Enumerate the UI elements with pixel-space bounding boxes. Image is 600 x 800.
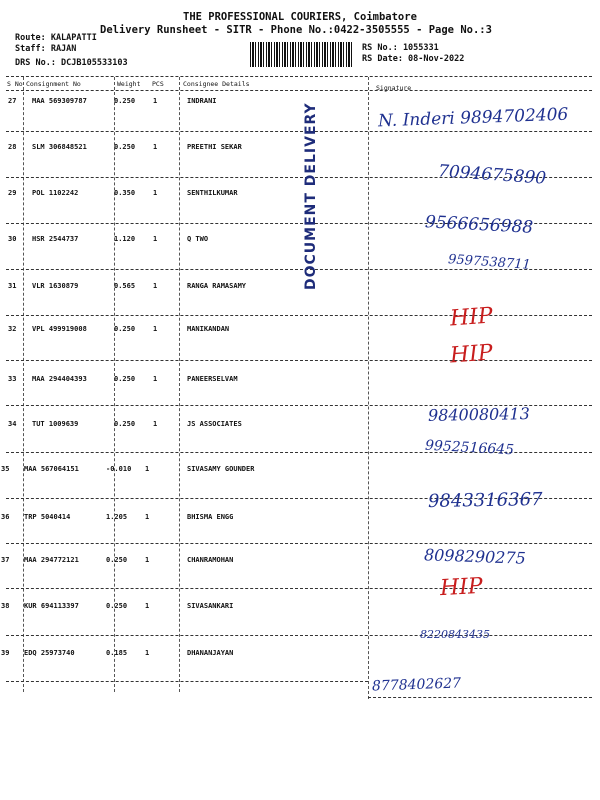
row-30-consignee: Q TWO bbox=[187, 235, 209, 243]
drs-number: DRS No.: DCJB105533103 bbox=[15, 58, 128, 68]
row-32-cno: VPL 499919008 bbox=[32, 325, 87, 333]
signature-row-39: 8778402627 bbox=[371, 675, 462, 695]
signature-row-33: 9840080413 bbox=[427, 404, 530, 425]
col-divider bbox=[114, 77, 115, 692]
col-header-signature: Signature bbox=[376, 84, 412, 92]
row-33-sno: 33 bbox=[8, 375, 17, 383]
row-37-pcs: 1 bbox=[145, 556, 150, 564]
row-39-sno: 39 bbox=[1, 649, 10, 657]
signature-row-27: N. Inderi 9894702406 bbox=[377, 104, 569, 132]
row-30-sno: 30 bbox=[8, 235, 17, 243]
row-divider bbox=[6, 315, 592, 316]
route-label: Route: KALAPATTI bbox=[15, 33, 97, 43]
row-29-consignee: SENTHILKUMAR bbox=[187, 189, 238, 197]
signature-row-36: 8098290275 bbox=[423, 545, 527, 568]
signature-row-31: HIP bbox=[449, 303, 494, 332]
row-34-sno: 34 bbox=[8, 420, 17, 428]
row-29-weight: 0.350 bbox=[114, 189, 136, 197]
runsheet-title: THE PROFESSIONAL COURIERS, Coimbatore bbox=[183, 11, 417, 23]
row-38-sno: 38 bbox=[1, 602, 10, 610]
col-header-pcs: PCS bbox=[152, 80, 164, 88]
row-33-consignee: PANEERSELVAM bbox=[187, 375, 238, 383]
row-30-cno: HSR 2544737 bbox=[32, 235, 79, 243]
row-33-cno: MAA 294404393 bbox=[32, 375, 87, 383]
row-divider bbox=[6, 635, 592, 636]
signature-row-29: 9566656988 bbox=[424, 212, 534, 238]
row-divider bbox=[368, 697, 592, 698]
col-divider bbox=[368, 77, 369, 699]
rs-number: RS No.: 1055331 bbox=[362, 43, 439, 53]
row-35-consignee: SIVASAMY GOUNDER bbox=[187, 465, 255, 473]
row-divider bbox=[6, 543, 592, 544]
row-36-pcs: 1 bbox=[145, 513, 150, 521]
row-28-weight: 0.250 bbox=[114, 143, 136, 151]
row-39-weight: 0.185 bbox=[106, 649, 128, 657]
row-31-consignee: RANGA RAMASAMY bbox=[187, 282, 247, 290]
row-32-sno: 32 bbox=[8, 325, 17, 333]
row-37-consignee: CHANRAMOHAN bbox=[187, 556, 234, 564]
row-35-sno: 35 bbox=[1, 465, 10, 473]
header-divider-bottom bbox=[6, 90, 592, 91]
row-29-cno: POL 1102242 bbox=[32, 189, 79, 197]
row-33-weight: 0.250 bbox=[114, 375, 136, 383]
row-29-sno: 29 bbox=[8, 189, 17, 197]
row-32-pcs: 1 bbox=[153, 325, 158, 333]
row-38-consignee: SIVASANKARI bbox=[187, 602, 234, 610]
row-32-weight: 0.250 bbox=[114, 325, 136, 333]
signature-row-38: 8220843435 bbox=[420, 628, 490, 641]
row-34-cno: TUT 1009639 bbox=[32, 420, 79, 428]
row-38-weight: 0.250 bbox=[106, 602, 128, 610]
row-divider bbox=[6, 588, 592, 589]
row-38-cno: KUR 694113397 bbox=[24, 602, 79, 610]
header-divider-top bbox=[6, 76, 592, 77]
signature-row-34: 9952516645 bbox=[424, 437, 515, 459]
row-38-pcs: 1 bbox=[145, 602, 150, 610]
row-35-cno: MAA 567064151 bbox=[24, 465, 79, 473]
col-header-consignment: Consignment No bbox=[26, 80, 81, 88]
runsheet-subtitle: Delivery Runsheet - SITR - Phone No.:0422-3505555 - Page No.:3 bbox=[100, 24, 492, 36]
col-divider bbox=[23, 77, 24, 692]
row-39-cno: EDQ 25973740 bbox=[24, 649, 75, 657]
row-34-pcs: 1 bbox=[153, 420, 158, 428]
col-header-weight: Weight bbox=[117, 80, 141, 88]
row-35-pcs: 1 bbox=[145, 465, 150, 473]
row-28-consignee: PREETHI SEKAR bbox=[187, 143, 242, 151]
row-28-cno: SLM 306848521 bbox=[32, 143, 87, 151]
row-31-cno: VLR 1630879 bbox=[32, 282, 79, 290]
row-27-cno: MAA 569309787 bbox=[32, 97, 87, 105]
col-header-consignee: Consignee Details bbox=[183, 80, 250, 88]
row-37-cno: MAA 294772121 bbox=[24, 556, 79, 564]
signature-row-37: HIP bbox=[439, 573, 484, 602]
row-30-weight: 1.120 bbox=[114, 235, 136, 243]
row-27-pcs: 1 bbox=[153, 97, 158, 105]
row-27-sno: 27 bbox=[8, 97, 17, 105]
row-36-cno: TRP 5040414 bbox=[24, 513, 71, 521]
row-27-consignee: INDRANI bbox=[187, 97, 217, 105]
row-28-sno: 28 bbox=[8, 143, 17, 151]
signature-row-28: 7094675890 bbox=[437, 161, 547, 189]
row-divider bbox=[6, 681, 368, 682]
row-31-weight: 0.565 bbox=[114, 282, 136, 290]
row-31-pcs: 1 bbox=[153, 282, 158, 290]
col-header-sno: S No bbox=[7, 80, 23, 88]
barcode bbox=[250, 42, 353, 67]
staff-label: Staff: RAJAN bbox=[15, 44, 77, 54]
signature-row-32: HIP bbox=[449, 340, 494, 369]
row-37-weight: 0.250 bbox=[106, 556, 128, 564]
row-35-weight: -0.010 bbox=[106, 465, 132, 473]
row-36-consignee: BHISMA ENGG bbox=[187, 513, 234, 521]
row-28-pcs: 1 bbox=[153, 143, 158, 151]
col-divider bbox=[179, 77, 180, 692]
row-29-pcs: 1 bbox=[153, 189, 158, 197]
row-34-weight: 0.250 bbox=[114, 420, 136, 428]
row-39-consignee: DHANANJAYAN bbox=[187, 649, 234, 657]
signature-row-35: 9843316367 bbox=[427, 489, 543, 512]
row-36-sno: 36 bbox=[1, 513, 10, 521]
row-31-sno: 31 bbox=[8, 282, 17, 290]
row-divider bbox=[6, 131, 592, 132]
row-30-pcs: 1 bbox=[153, 235, 158, 243]
row-33-pcs: 1 bbox=[153, 375, 158, 383]
rs-date: RS Date: 08-Nov-2022 bbox=[362, 54, 465, 64]
document-delivery-stamp: DOCUMENT DELIVERY bbox=[303, 102, 319, 290]
row-39-pcs: 1 bbox=[145, 649, 150, 657]
signature-row-30: 9597538711 bbox=[447, 252, 532, 273]
row-34-consignee: JS ASSOCIATES bbox=[187, 420, 242, 428]
row-divider bbox=[6, 360, 592, 361]
row-27-weight: 0.250 bbox=[114, 97, 136, 105]
row-37-sno: 37 bbox=[1, 556, 10, 564]
row-36-weight: 1.205 bbox=[106, 513, 128, 521]
row-32-consignee: MANIKANDAN bbox=[187, 325, 230, 333]
